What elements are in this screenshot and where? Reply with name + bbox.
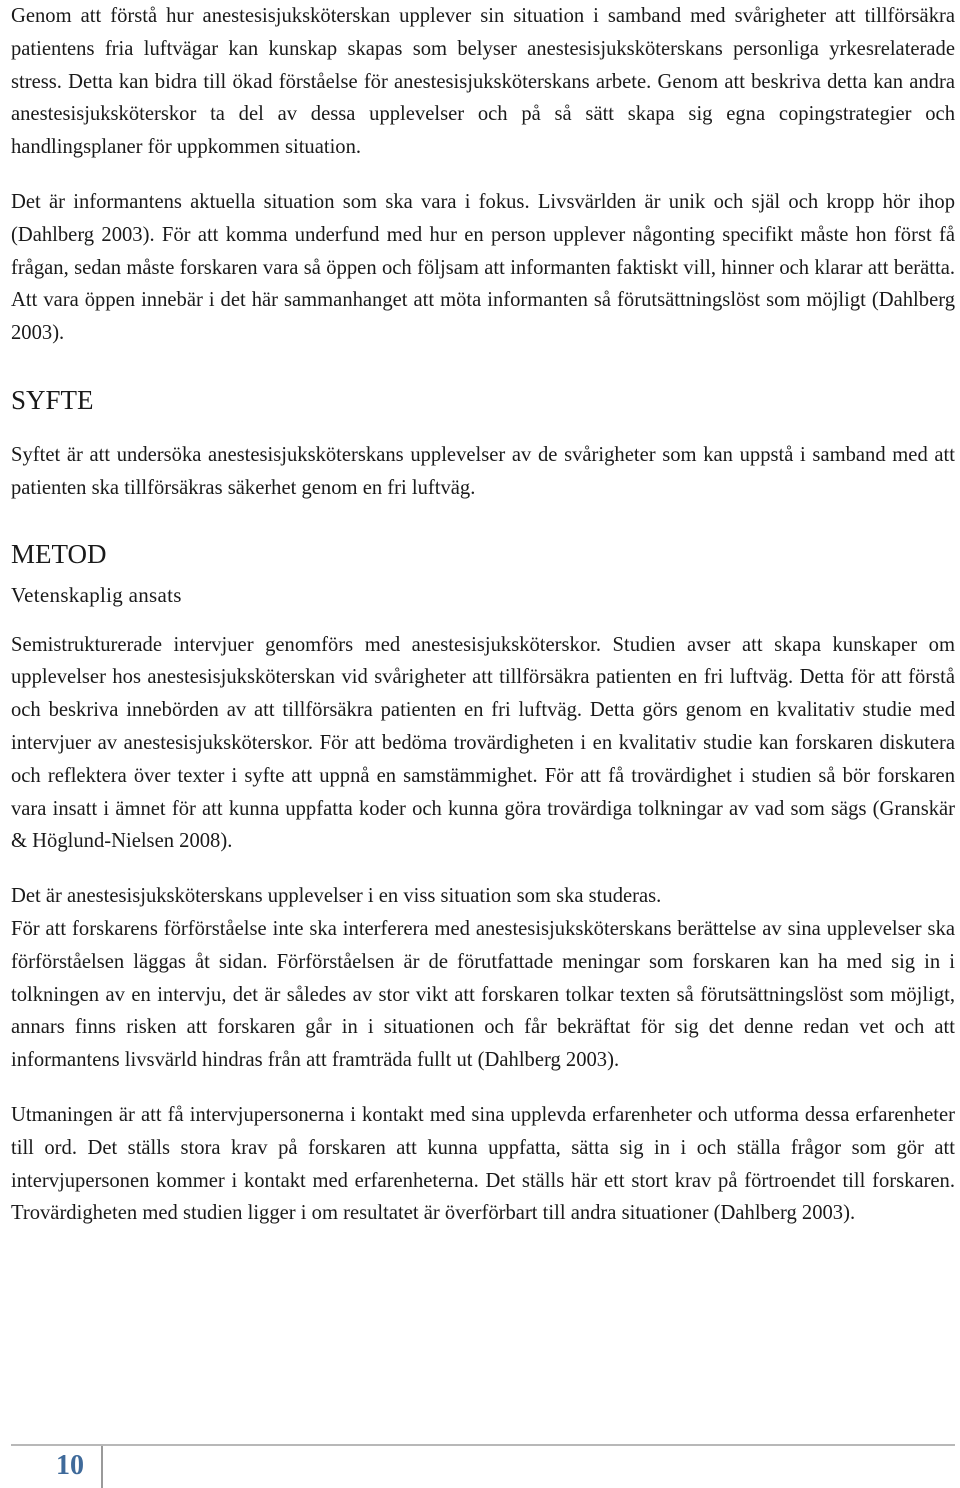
page-footer xyxy=(0,1444,960,1488)
section-heading-syfte: SYFTE xyxy=(11,384,94,415)
syfte-paragraph: Syftet är att undersöka anestesisjuksköterskans upplevelser av de svårigheter som kan uppstå i samband med att patienten ska tillförsäkras säkerhet genom en fri luftväg. xyxy=(11,443,955,499)
challenge-paragraph: Utmaningen är att få intervjupersonerna i kontakt med sina upplevda erfarenheter och utforma dessa erfarenheter till ord. Det ställs stora krav på forskaren att kunna uppfatta, sätta sig in i och ställa frågor som gör att intervjupersonen kommer i kontakt med erfarenheterna. Det ställs här ett stort krav på förtroendet till forskaren. Trovärdigheten med studien ligger i om resultatet är överförbart till andra situationer (Dahlberg 2003). xyxy=(11,1103,955,1225)
section-heading-metod: METOD xyxy=(11,538,107,569)
document-page xyxy=(11,0,955,1230)
footer-rule xyxy=(11,1444,955,1446)
experiences-line: Det är anestesisjuksköterskans upplevelser i en viss situation som ska studeras. xyxy=(11,885,662,908)
subheading-vetenskaplig-ansats: Vetenskaplig ansats xyxy=(11,582,182,607)
page-number: 10 xyxy=(56,1450,84,1481)
intro-paragraph: Genom att förstå hur anestesisjuksköterskan upplever sin situation i samband med svårigheter att tillförsäkra patientens fria luftvägar kan kunskap skapas som belyser anestesisjuksköterskans personliga yrkesrelaterade stress. Detta kan bidra till ökad förståelse för anestesisjuksköterskans arbete. Genom att beskriva detta kan andra anestesisjuksköterskor ta del av dessa upplevelser och på så sätt skapa sig egna copingstrategier och handlingsplaner för uppkommen situation. xyxy=(11,5,955,159)
method-paragraph: Semistrukturerade intervjuer genomförs med anestesisjuksköterskor. Studien avser att skapa kunskaper om upplevelser hos anestesisjuksköterskan vid svårigheter att tillförsäkra patienten en fri luftväg. Detta för att förstå och beskriva innebörden av att tillförsäkra patienten en fri luftväg. Detta görs genom en kvalitativ studie med intervjuer av anestesisjuksköterskor. För att bedöma trovärdigheten i en kvalitativ studie kan forskaren diskutera och reflektera över texter i syfte att uppnå en samstämmighet. För att få trovärdighet i studien så bör forskaren vara insatt i ämnet för att kunna uppfatta koder och kunna göra trovärdiga tolkningar av vad som sägs (Granskär & Höglund-Nielsen 2008). xyxy=(11,633,955,853)
preunderstanding-paragraph: För att forskarens förförståelse inte ska interferera med anestesisjuksköterskans berättelse av sina upplevelser ska förförståelsen läggas åt sidan. Förförståelsen är de förutfattade meningar som forskaren kan ha med sig in i tolkningen av en intervju, det är således av stor vikt att forskaren tolkar texten så förutsättningslöst som möjligt, annars finns risken att forskaren går in i situationen och får bekräftat för sig det denne redan vet och att informantens livsvärld hindras från att framträda fullt ut (Dahlberg 2003). xyxy=(11,917,955,1072)
focus-paragraph: Det är informantens aktuella situation som ska vara i fokus. Livsvärlden är unik och själ och kropp hör ihop (Dahlberg 2003). För att komma underfund med hur en person upplever någonting specifikt måste hon först få frågan, sedan måste forskaren vara så öppen och följsam att informanten faktiskt vill, hinner och klarar att berätta. Att vara öppen innebär i det här sammanhanget att möta informanten så förutsättningslöst som möjligt (Dahlberg 2003). xyxy=(11,190,955,345)
page-number-divider xyxy=(101,1446,103,1488)
